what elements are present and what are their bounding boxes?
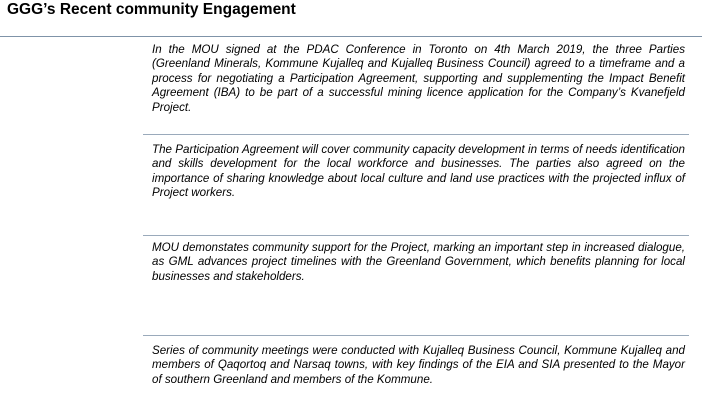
engagement-item-community-support	[143, 241, 688, 284]
row-divider	[143, 134, 689, 135]
engagement-item-participation-agreement	[143, 143, 688, 201]
engagement-item-text: The Participation Agreement will cover community capacity development in terms of needs identification and skills development for the local workforce and businesses. The parties also agreed on the importance of sharing knowledge about local culture and land use practices with the projected influx of Project workers.	[152, 143, 685, 200]
engagement-item-community-meetings	[143, 344, 688, 387]
title-divider	[0, 36, 702, 37]
row-divider	[143, 335, 689, 336]
row-divider	[143, 235, 689, 236]
engagement-item-text: MOU demonstates community support for the Project, marking an important step in increased dialogue, as GML advances project timelines with the Greenland Government, which benefits planning for local businesses and stakeholders.	[152, 241, 685, 283]
page-title: GGG’s Recent community Engagement	[7, 1, 296, 18]
engagement-item-mou-signing	[143, 43, 688, 115]
engagement-item-text: In the MOU signed at the PDAC Conference in Toronto on 4th March 2019, the three Parties (Greenland Minerals, Kommune Kujalleq and Kujalleq Business Council) agreed to a timeframe and a process for negotiating a Participation Agreement, supporting and supplementing the Impact Benefit Agreement (IBA) to be part of a successful mining licence application for the Company’s Kvanefjeld Project.	[152, 43, 685, 114]
engagement-item-text: Series of community meetings were conducted with Kujalleq Business Council, Kommune Kujalleq and members of Qaqortoq and Narsaq towns, with key findings of the EIA and SIA presented to the Mayor of southern Greenland and members of the Kommune.	[152, 344, 685, 386]
